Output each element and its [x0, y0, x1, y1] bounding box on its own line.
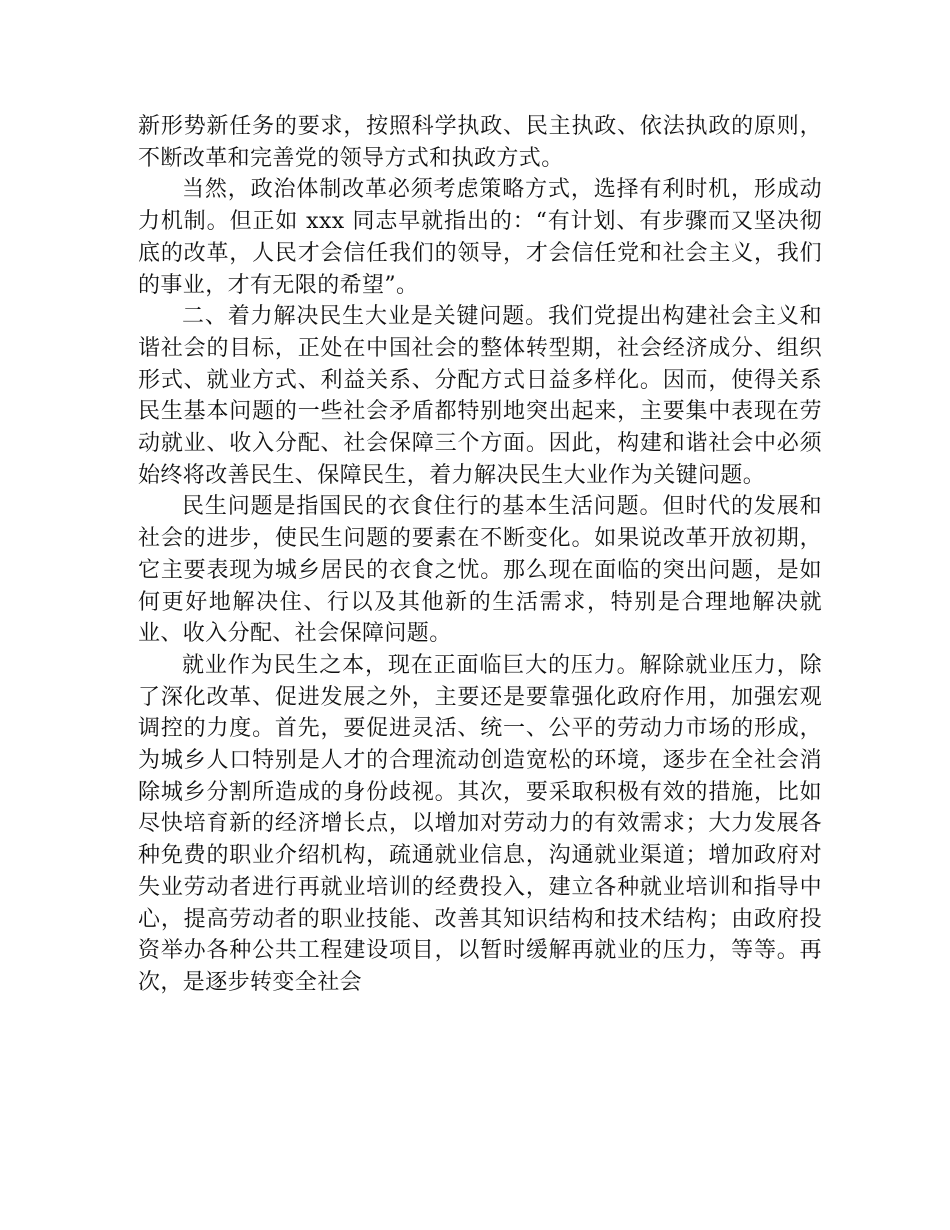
paragraph-strategy: 当然，政治体制改革必须考虑策略方式，选择有利时机，形成动力机制。但正如 xxx 同志早就指出的：“有计划、有步骤而又坚决彻底的改革，人民才会信任我们的领导，才会信任党和社会主义，我们的事业，才有无限的希望”。: [138, 177, 822, 298]
paragraph-livelihood-key-issue: 二、着力解决民生大业是关键问题。我们党提出构建社会主义和谐社会的目标，正处在中国社会的整体转型期，社会经济成分、组织形式、就业方式、利益关系、分配方式日益多样化。因而，使得关系民生基本问题的一些社会矛盾都特别地突出起来，主要集中表现在劳动就业、收入分配、社会保障三个方面。因此，构建和谐社会中必须始终将改善民生、保障民生，着力解决民生大业作为关键问题。: [138, 304, 822, 488]
document-body: [138, 111, 822, 999]
paragraph-livelihood-definition: 民生问题是指国民的衣食住行的基本生活问题。但时代的发展和社会的进步，使民生问题的要素在不断变化。如果说改革开放初期，它主要表现为城乡居民的衣食之忧。那么现在面临的突出问题，是如何更好地解决住、行以及其他新的生活需求，特别是合理地解决就业、收入分配、社会保障问题。: [138, 494, 822, 647]
paragraph-continuation: 新形势新任务的要求，按照科学执政、民主执政、依法执政的原则，不断改革和完善党的领导方式和执政方式。: [138, 114, 822, 171]
paragraph-employment: 就业作为民生之本，现在正面临巨大的压力。解除就业压力，除了深化改革、促进发展之外，主要还是要靠强化政府作用，加强宏观调控的力度。首先，要促进灵活、统一、公平的劳动力市场的形成，为城乡人口特别是人才的合理流动创造宽松的环境，逐步在全社会消除城乡分割所造成的身份歧视。其次，要采取积极有效的措施，比如尽快培育新的经济增长点，以增加对劳动力的有效需求；大力发展各种免费的职业介绍机构，疏通就业信息，沟通就业渠道；增加政府对失业劳动者进行再就业培训的经费投入，建立各种就业培训和指导中心，提高劳动者的职业技能、改善其知识结构和技术结构；由政府投资举办各种公共工程建设项目，以暂时缓解再就业的压力，等等。再次，是逐步转变全社会: [138, 652, 822, 995]
